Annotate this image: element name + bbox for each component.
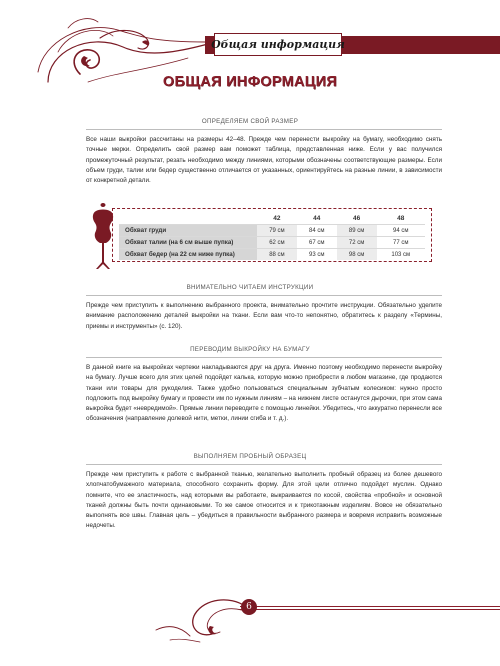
size-table-header-row bbox=[119, 213, 425, 225]
page-title: ОБЩАЯ ИНФОРМАЦИЯ bbox=[162, 74, 338, 90]
section-text-transfer: В данной книге на выкройках чертежи накладываются друг на друга. Именно поэтому необходимо перенести выкройку на бумагу. Лучше всего для этих целей подойдет калька, которую можно приобрести в любом магазине, где продаются ткани или товары для рукоделия. Также удобно пользоваться специальным зубчатым колесиком: нужно просто подложить под выкройку бумагу и провести им по нужным линиям – на нижнем листе останутся дырочки, при этом сама выкройка будет «невредимой». Прямые линии переводите с помощью линейки. Убедитесь, что аккуратно перенесли все обозначения (направление долевой нити, метки, линии сгиба и т. д.). bbox=[86, 364, 442, 423]
section-text-instructions: Прежде чем приступить к выполнению выбранного проекта, внимательно прочтите инструкции. Обязательно уделите внимание расположению деталей выкройки на ткани. Если вам что-то непонятно, обратитесь к разделу «Термины, приемы и инструменты» (с. 120). bbox=[86, 302, 442, 330]
banner-title: Общая информация bbox=[211, 38, 345, 51]
page-number: 6 bbox=[241, 599, 257, 615]
section-divider bbox=[86, 129, 442, 130]
section-divider bbox=[86, 464, 442, 465]
row-label: Обхват груди bbox=[119, 225, 257, 237]
footer-rule bbox=[240, 606, 500, 607]
header-banner-box bbox=[211, 33, 345, 56]
table-row bbox=[119, 225, 425, 237]
table-cell: 88 см bbox=[257, 249, 297, 261]
table-cell: 93 см bbox=[297, 249, 337, 261]
table-row bbox=[119, 237, 425, 249]
size-table-frame bbox=[112, 208, 432, 262]
table-cell: 77 см bbox=[377, 237, 425, 249]
table-cell: 98 см bbox=[337, 249, 377, 261]
section-text-sample: Прежде чем приступить к работе с выбранной тканью, желательно выполнить пробный образец из более дешевого хлопчатобумажного материала, способного сохранить форму. Для этой цели отлично подойдет муслин. Однако помните, что ее эластичность, над которыми вы работаете, выкраивается по косой, свойства «пробной» и основной тканей должны быть почти одинаковыми. То же самое относится и к трикотажным изделиям. Вовсе не обязательно выполнять все швы. Главная цель – убедиться в правильности выбранного размера и вовремя исправить возможные недочеты. bbox=[86, 471, 442, 530]
size-header: 42 bbox=[273, 215, 281, 222]
table-cell: 89 см bbox=[337, 225, 377, 237]
section-title-instructions: ВНИМАТЕЛЬНО ЧИТАЕМ ИНСТРУКЦИИ bbox=[186, 284, 314, 291]
table-cell: 72 см bbox=[337, 237, 377, 249]
size-header: 46 bbox=[352, 215, 361, 222]
size-table bbox=[119, 213, 425, 260]
section-text-size: Все наши выкройки рассчитаны на размеры 42–48. Прежде чем перенести выкройку на бумагу, необходимо снять точные мерки. Определить свой размер вам поможет таблица, представленная ниже. Если у вас получился промежуточный результат, резать необходимо между линиями, которыми обозначены соответствующие размеры. Если объем груди, талии или бедер существенно отличается от указанных, ориентируйтесь на разные линии, в зависимости от конкретной детали. bbox=[86, 136, 442, 185]
section-title-transfer: ПЕРЕВОДИМ ВЫКРОЙКУ НА БУМАГУ bbox=[190, 346, 310, 353]
footer-rule bbox=[240, 609, 500, 610]
section-divider bbox=[86, 295, 442, 296]
section-title-sample: ВЫПОЛНЯЕМ ПРОБНЫЙ ОБРАЗЕЦ bbox=[193, 453, 307, 460]
section-divider bbox=[86, 357, 442, 358]
row-label: Обхват талии (на 6 см выше пупка) bbox=[119, 237, 257, 249]
table-row bbox=[119, 249, 425, 261]
table-cell: 67 см bbox=[297, 237, 337, 249]
size-header: 48 bbox=[397, 215, 405, 222]
table-cell: 84 см bbox=[297, 225, 337, 237]
table-cell: 94 см bbox=[377, 225, 425, 237]
section-title-size: ОПРЕДЕЛЯЕМ СВОЙ РАЗМЕР bbox=[201, 118, 299, 125]
size-header: 44 bbox=[313, 215, 321, 222]
row-label: Обхват бедер (на 22 см ниже пупка) bbox=[119, 249, 257, 261]
table-cell: 103 см bbox=[377, 249, 425, 261]
table-cell: 62 см bbox=[257, 237, 297, 249]
table-cell: 79 см bbox=[257, 225, 297, 237]
